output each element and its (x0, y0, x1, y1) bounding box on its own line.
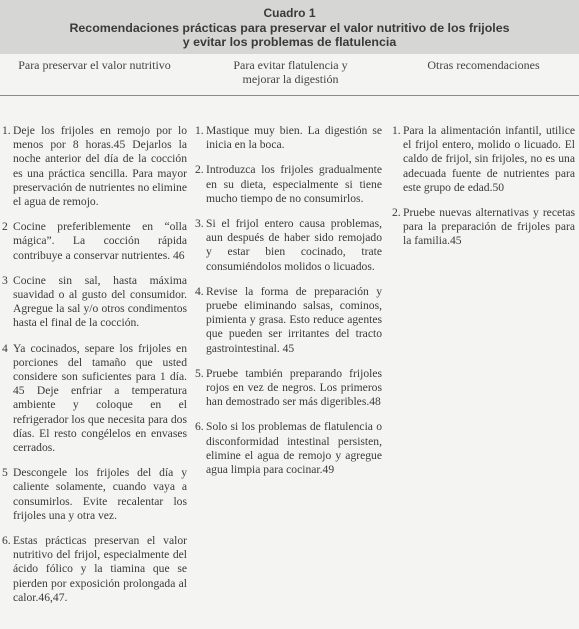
item-number: 1. (195, 124, 204, 137)
item-text: Cocine preferiblemente en “olla mágica”. La cocción rápida contribuye a conservar nutrientes. 46 (13, 220, 187, 262)
list-item (392, 124, 575, 195)
list-item (195, 367, 382, 410)
list-item (195, 163, 382, 206)
item-text: Pruebe también preparando frijoles rojos en vez de negros. Los primeros han demostrado ser más digeribles.48 (206, 366, 382, 409)
item-text: Cocine sin sal, hasta máxima suavidad o al gusto del consumidor. Agregue la sal y/o otros condimentos hasta el final de la cocción. (13, 273, 187, 330)
caption-title-line-1: Recomendaciones prácticas para preservar el valor nutritivo de los frijoles (69, 21, 510, 35)
list-item (2, 534, 187, 605)
item-text: Deje los frijoles en remojo por lo menos por 8 horas.45 Dejarlos la noche anterior del día de la cocción es una práctica sencilla. Para mayor preservación de nutrientes no elimine el agua de remojo. (13, 124, 187, 209)
item-number: 4. (195, 284, 204, 298)
item-number: 4 (2, 341, 8, 355)
list-item (195, 420, 382, 477)
item-text: Estas prácticas preservan el valor nutritivo del frijol, especialmente del ácido fólico y la tiamina que se pierden por exposición prolongada al calor.46,47. (13, 534, 187, 604)
item-text: Revise la forma de preparación y pruebe eliminando salsas, cominos, pimienta y grasa. Esto reduce agentes que pueden ser irritantes del tracto gastrointestinal. 45 (206, 284, 382, 355)
item-text: Para la alimentación infantil, utilice el frijol entero, molido o licuado. El caldo de frijol, sin frijoles, no es una adecuada fuente de nutrientes para este grupo de edad.50 (403, 124, 575, 194)
column-header-row (0, 54, 579, 96)
list-item (2, 220, 187, 263)
item-number: 5. (195, 366, 204, 380)
item-text: Si el frijol entero causa problemas, aun después de haber sido remojado y estar bien cocinado, trate consumiéndolos molidos o licuados. (206, 217, 382, 273)
item-number: 5 (2, 466, 8, 480)
table-body (0, 96, 579, 616)
caption-title-line-2: y evitar los problemas de flatulencia (182, 35, 397, 49)
item-number: 6. (195, 420, 204, 434)
item-text: Pruebe nuevas alternativas y recetas para la preparación de frijoles para la familia.45 (403, 206, 575, 248)
column-flatulence (193, 124, 390, 616)
list-item (2, 274, 187, 331)
list-item (2, 124, 187, 209)
item-number: 6. (2, 534, 11, 548)
column-header-other: Otras recomendaciones (427, 58, 540, 72)
list-item (195, 217, 382, 274)
list-item (2, 342, 187, 456)
column-nutritive (0, 124, 193, 616)
item-text: Mastique muy bien. La digestión se inicia en la boca. (206, 124, 382, 152)
column-header-nutritive: Para preservar el valor nutritivo (18, 58, 171, 72)
list-item (195, 124, 382, 152)
item-text: Descongele los frijoles del día y caliente solamente, cuando vaya a consumirlos. Evite recalentar los frijoles una y otra vez. (13, 466, 187, 522)
item-text: Ya cocinados, separe los frijoles en porciones del tamaño que usted considere son suficientes para 1 día. 45 Deje enfriar a temperatura ambiente y coloque en el refrigerador los que necesita para dos días. El resto congélelos en envases cerrados. (13, 341, 187, 455)
item-number: 1. (2, 124, 11, 137)
table-caption (0, 0, 579, 54)
list-item (392, 206, 575, 249)
item-number: 3 (2, 273, 8, 287)
item-number: 1. (392, 124, 401, 137)
item-text: Introduzca los frijoles gradualmente en su dieta, especialmente si tiene mucho tiempo de no consumirlos. (206, 163, 382, 205)
caption-label: Cuadro 1 (263, 6, 316, 20)
item-number: 2. (392, 206, 401, 220)
list-item (2, 466, 187, 523)
list-item (195, 285, 382, 356)
item-number: 3. (195, 217, 204, 231)
item-text: Solo si los problemas de flatulencia o disconformidad intestinal persisten, elimine el agua de remojo y agregue agua limpia para cocinar.49 (206, 420, 382, 477)
column-header-flatulence: Para evitar flatulencia y mejorar la digestión (233, 58, 348, 86)
column-other (390, 124, 579, 616)
item-number: 2 (2, 220, 8, 234)
item-number: 2. (195, 163, 204, 177)
